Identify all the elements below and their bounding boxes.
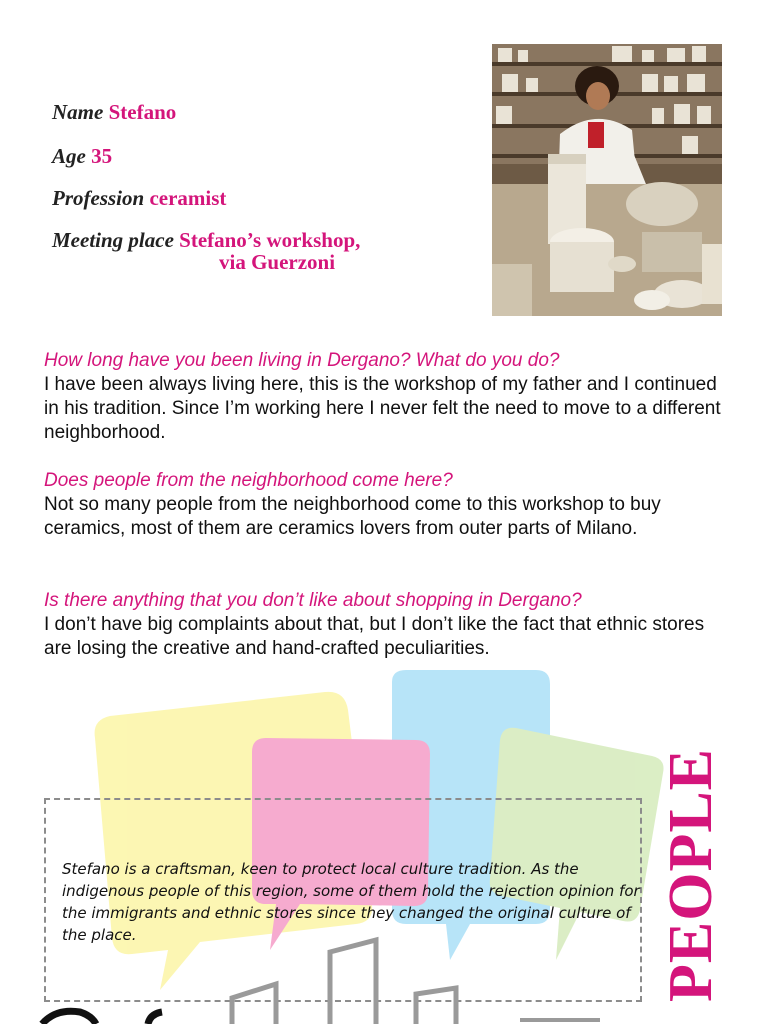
bottom-decorative-strokes	[0, 930, 768, 1024]
profession-value: ceramist	[149, 186, 227, 210]
meeting-place-label: Meeting place	[52, 228, 174, 252]
answer-1: I have been always living here, this is the workshop of my father and I continued in his tradition. Since I’m working here I never felt the need to move to a different neighborhood.	[44, 374, 721, 443]
qa-block-1	[44, 349, 734, 445]
section-label-people: PEOPLE	[657, 747, 725, 1002]
meeting-place-value-line2: via Guerzoni	[219, 250, 336, 274]
workshop-photo-image	[492, 44, 722, 316]
note-text: Stefano is a craftsman, keen to protect local culture tradition. As the indigenous people of this region, some of them hold the rejection opinion for the immigrants and ethnic stores since they changed the original culture of the place.	[62, 860, 640, 944]
meeting-place-value: Stefano’s workshop,	[179, 228, 361, 252]
question-2: Does people from the neighborhood come here?	[44, 470, 453, 491]
answer-2: Not so many people from the neighborhood come to this workshop to buy ceramics, most of them are ceramics lovers from outer parts of Milano.	[44, 494, 661, 539]
profession-label: Profession	[52, 186, 145, 210]
qa-block-3	[44, 589, 734, 661]
answer-3: I don’t have big complaints about that, but I don’t like the fact that ethnic stores are losing the creative and hand-crafted peculiarities.	[44, 614, 705, 659]
name-value: Stefano	[108, 100, 177, 124]
name-row	[52, 100, 176, 125]
age-label: Age	[52, 144, 86, 168]
profession-row	[52, 186, 226, 211]
meeting-place-row	[52, 228, 361, 274]
name-label: Name	[52, 100, 104, 124]
age-row	[52, 144, 112, 169]
question-3: Is there anything that you don’t like about shopping in Dergano?	[44, 590, 582, 611]
workshop-photo	[492, 44, 722, 316]
qa-block-2	[44, 469, 734, 541]
question-1: How long have you been living in Dergano? What do you do?	[44, 350, 560, 371]
age-value: 35	[91, 144, 113, 168]
